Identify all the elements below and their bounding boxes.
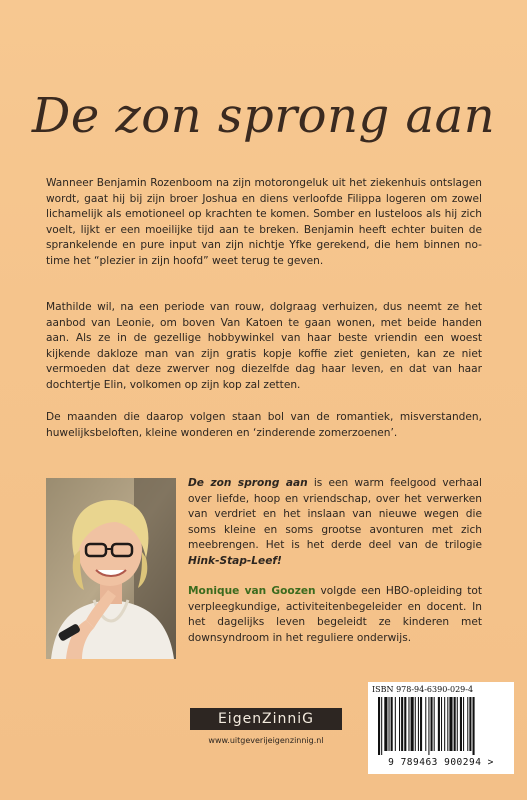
blurb-paragraph-2: Mathilde wil, na een periode van rouw, dolgraag verhuizen, dus neemt ze het aanbod van Leonie, om boven Van Katoen te gaan wonen, met beide handen aan. Als ze in de gezellige hobbywinkel van haar beste vriendin een woest kijkende dakloze man van zijn gratis kopje koffie ziet genieten, kan ze niet vermoeden dat deze zwerver nog diezelfde dag haar leven, en dat van haar dochtertje Elin, volkomen op zijn kop zal zetten. [46, 301, 482, 391]
author-portrait-image [46, 478, 176, 659]
book-title-inline: De zon sprong aan [188, 477, 308, 489]
book-description [188, 476, 482, 569]
blurb-paragraph-3: De maanden die daarop volgen staan bol van de romantiek, misverstanden, huwelijksbeloften, kleine wonderen en ‘zinderende zomerzoenen’. [46, 411, 482, 439]
isbn-label: ISBN 978-94-6390-029-4 [372, 685, 474, 694]
author-name: Monique van Goozen [188, 585, 316, 597]
barcode-image [378, 697, 512, 755]
publisher-logo: EigenZinniG [190, 708, 342, 730]
description-text: is een warm feelgood verhaal over liefde, hoop en vriendschap, over het verwerken van verdriet en het inslaan van nieuwe wegen die soms kleine en soms grootse avonturen met zich meebrengen. Het is het derde deel van de trilogie [188, 477, 482, 551]
author-photo [46, 478, 176, 659]
publisher-website: www.uitgeverijeigenzinnig.nl [208, 736, 324, 745]
blurb-paragraph-1: Wanneer Benjamin Rozenboom na zijn motorongeluk uit het ziekenhuis ontslagen wordt, gaat hij bij zijn broer Joshua en diens verloofde Filippa logeren om zowel lichamelijk als emotioneel op krachten te komen. Somber en lusteloos als hij zich voelt, lijkt er een moeilijke tijd aan te breken. Benjamin heeft echter buiten de sprankelende en pure input van zijn nichtje Yfke gerekend, die hem binnen no-time het “plezier in zijn hoofd” weet terug te geven. [46, 177, 482, 267]
trilogy-title: Hink-Stap-Leef! [188, 554, 282, 567]
bio-text: volgde een HBO-opleiding tot verpleegkundige, activiteitenbegeleider en docent. In het dagelijks leven begeleidt ze kinderen met downsyndroom in het reguliere onderwijs. [188, 585, 483, 644]
barcode-number: 9 789463 900294 > [388, 757, 494, 768]
book-title: De zon sprong aan [31, 88, 496, 144]
author-bio [188, 584, 482, 646]
